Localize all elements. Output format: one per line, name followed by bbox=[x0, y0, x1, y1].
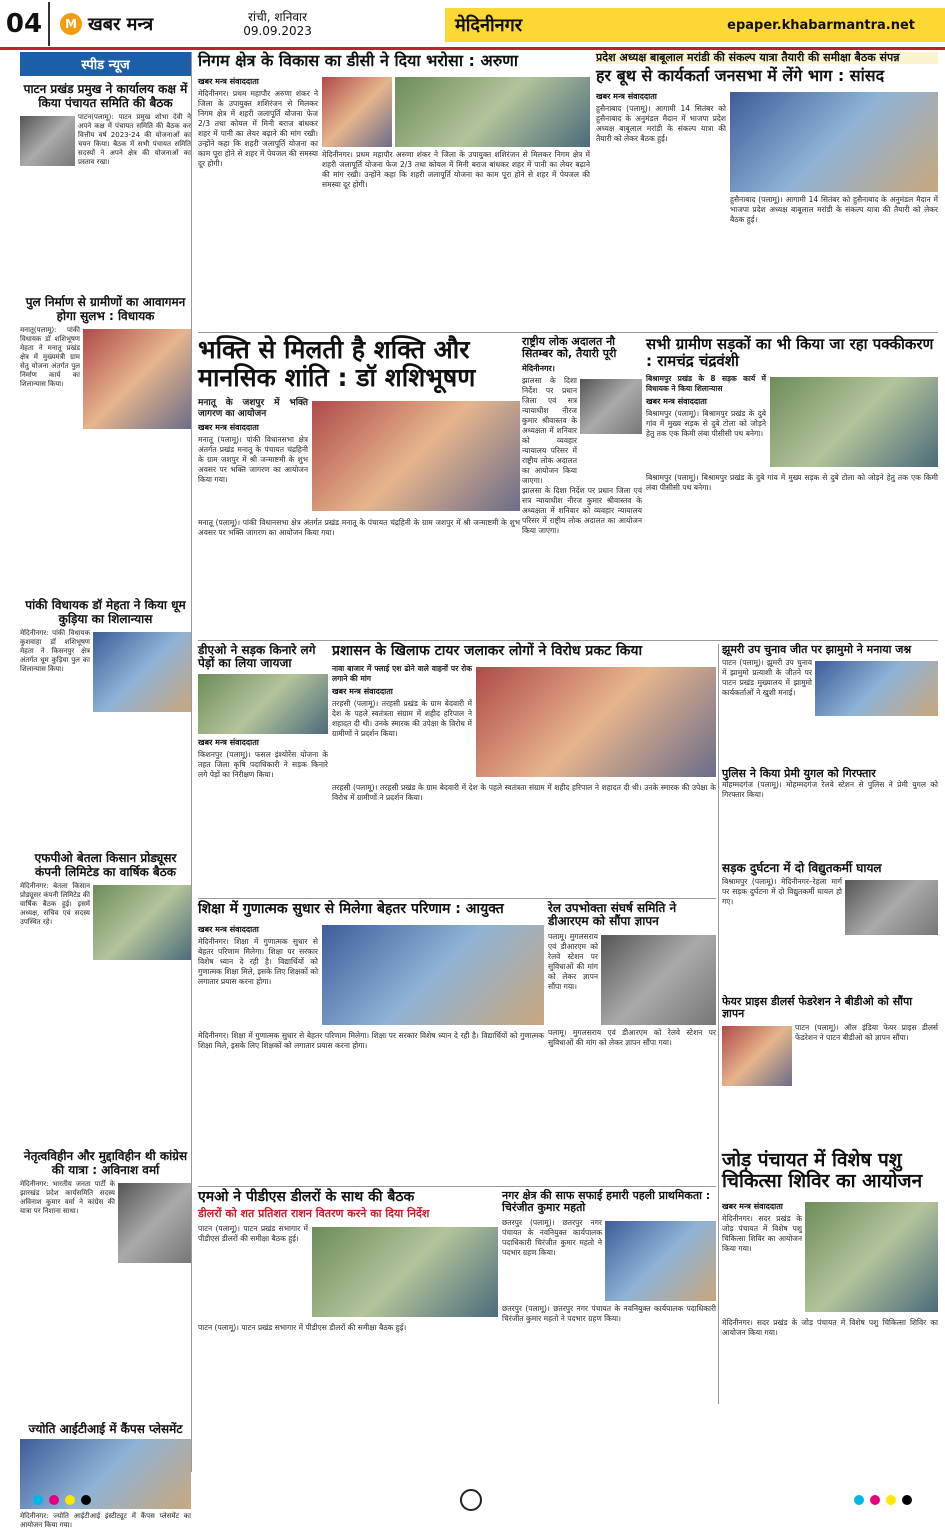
article-byline: खबर मन्त्र संवाददाता bbox=[198, 76, 259, 86]
article-body-cont: हुसैनाबाद (पलामू)। आगामी 14 सितंबर को हुसैनाबाद के अनुमंडल मैदान में भाजपा प्रदेश अध्यक्ष बाबूलाल मरांडी के संकल्प यात्रा की तैयारी को लेकर बैठक हुई। bbox=[730, 195, 938, 225]
article-headline: जोड़ पंचायत में विशेष पशु चिकित्सा शिविर का आयोजन bbox=[722, 1149, 923, 1193]
article-photo bbox=[395, 77, 590, 147]
article-headline: भक्ति से मिलती है शक्ति और मानसिक शांति : डॉ शशिभूषण bbox=[198, 335, 476, 392]
article-photo bbox=[805, 1202, 938, 1312]
brief-photo bbox=[93, 885, 191, 960]
article-body-cont: मेदिनीनगर। प्रथम महापौर अरुणा शंकर ने जिला के उपायुक्त शशिरंजन से मिलकर निगम क्षेत्र में शहरी जलापूर्ति योजना फेज 2/3 तथा कोयल में मिनी बराज बांधकर शहर में पानी का लेयर बढ़ाने की मांग रखी। उन्होंने कहा कि शहरी जलापूर्ति योजना का काम पूरा होने से शहर में पेयजल की समस्या दूर होगी। bbox=[322, 149, 590, 189]
brief-title: एफपीओ बेतला किसान प्रोड्यूसर कंपनी लिमिटेड का वार्षिक बैठक bbox=[34, 851, 177, 879]
brand-logo[interactable] bbox=[50, 12, 163, 36]
article-photo bbox=[722, 1026, 792, 1086]
brief-photo bbox=[93, 632, 191, 712]
article-headline: शिक्षा में गुणात्मक सुधार से मिलेगा बेहतर परिणाम : आयुक्त bbox=[198, 901, 504, 917]
article-subhead: मनातू के जशपुर में भक्ति जागरण का आयोजन bbox=[198, 398, 308, 419]
registration-dot bbox=[49, 1495, 59, 1505]
dateline bbox=[243, 10, 312, 38]
article-education bbox=[198, 902, 544, 1182]
article-photo bbox=[198, 674, 328, 734]
article-body: बिश्रामपुर (पलामू)। बिश्रामपुर प्रखंड के दुबे गांव में मुख्य सड़क से दुबे टोला को जोड़ने हेतु तक एक किमी लंबा पीसीसी पथ बनेगा। bbox=[646, 408, 766, 438]
registration-dot bbox=[81, 1495, 91, 1505]
article-body: झालसा के दिशा निर्देश पर प्रधान जिला एवं सत्र न्यायाधीश नीरज कुमार श्रीवास्तव के अध्यक्षता में शनिवार को व्यवहार न्यायालय परिसर में राष्ट्रीय लोक अदालत का आयोजन किया जाएगा। bbox=[522, 375, 577, 485]
article-babulal bbox=[596, 52, 938, 330]
article-byline: खबर मन्त्र संवाददाता bbox=[332, 686, 393, 696]
article-body-cont: झालसा के दिशा निर्देश पर प्रधान जिला एवं सत्र न्यायाधीश नीरज कुमार श्रीवास्तव के अध्यक्षता में शनिवार को व्यवहार न्यायालय परिसर में राष्ट्रीय लोक अदालत का आयोजन किया जाएगा। bbox=[522, 485, 642, 535]
article-body: मेदिनीनगर। प्रथम महापौर अरुणा शंकर ने जिला के उपायुक्त शशिरंजन से मिलकर निगम क्षेत्र में शहरी जलापूर्ति योजना फेज 2/3 तथा कोयल में मिनी बराज बांधकर शहर में पानी का लेयर बढ़ाने की मांग रखी। उन्होंने कहा कि शहरी जलापूर्ति योजना का काम पूरा होने से शहर में पेयजल की समस्या दूर होगी। bbox=[198, 88, 318, 168]
article-headline: पुलिस ने किया प्रेमी युगल को गिरफ्तार bbox=[722, 767, 876, 780]
article-byline: खबर मन्त्र संवाददाता bbox=[198, 924, 259, 934]
article-photo bbox=[312, 1227, 498, 1317]
speed-news-column bbox=[20, 52, 192, 1529]
portrait-photo bbox=[118, 1183, 191, 1263]
city-name: मेदिनीनगर bbox=[455, 15, 523, 36]
article-subhead: डीलरों को शत प्रतिशत राशन वितरण करने का दिया निर्देश bbox=[198, 1206, 430, 1220]
article-photo bbox=[322, 925, 544, 1025]
article-couple bbox=[722, 768, 938, 858]
article-lok-adalat bbox=[522, 336, 642, 636]
article-headline: रेल उपभोक्ता संघर्ष समिति ने डीआरएम को सौंपा ज्ञापन bbox=[548, 901, 677, 929]
article-headline: निगम क्षेत्र के विकास का डीसी ने दिया भरोसा : अरुणा bbox=[198, 51, 519, 70]
article-body: पाटन (पलामू)। ऑल इंडिया फेयर प्राइस डीलर्स फेडरेशन ने पाटन बीडीओ को ज्ञापन सौंपा। bbox=[795, 1022, 938, 1042]
article-byline: खबर मन्त्र संवाददाता bbox=[722, 1201, 783, 1211]
registration-dot bbox=[854, 1495, 864, 1505]
registration-dot bbox=[33, 1495, 43, 1505]
article-fps bbox=[722, 996, 938, 1146]
registration-dot bbox=[886, 1495, 896, 1505]
article-body: हुसैनाबाद (पलामू)। आगामी 14 सितंबर को हुसैनाबाद के अनुमंडल मैदान में भाजपा प्रदेश अध्यक्ष बाबूलाल मरांडी के संकल्प यात्रा की तैयारी को लेकर बैठक हुई। bbox=[596, 104, 726, 144]
brief-body: मनातू(पलामू): पांकी विधायक डॉ शशिभूषण मेहता ने मनातू प्रखंड क्षेत्र में मुख्यमंत्री ग्राम सेतु योजना अंतर्गत पुल निर्माण कार्य का शिलान्यास किया। bbox=[20, 326, 80, 388]
article-body-cont: मेदिनीनगर। शिक्षा में गुणात्मक सुधार से बेहतर परिणाम मिलेगा। शिक्षा पर सरकार विशेष ध्यान दे रही है। विद्यार्थियों को गुणात्मक शिक्षा मिले, इसके लिए शिक्षकों को लगातार प्रयास करना होगा। bbox=[198, 1030, 544, 1050]
brief-title: ज्योति आईटीआई में कैंपस प्लेसमेंट bbox=[28, 1422, 183, 1436]
article-byline: खबर मन्त्र संवाददाता bbox=[198, 423, 259, 432]
brief-title: नेतृत्वविहीन और मुद्दाविहीन थी कांग्रेस की यात्रा : अविनाश वर्मा bbox=[23, 1149, 188, 1177]
brief-body: मेदिनीनगर: पांकी विधायक कुशवाहा डॉ शशिभूषण मेहता ने किसनपुर क्षेत्र अंतर्गत धूम कुड़िया पुल का शिलान्यास किया। bbox=[20, 629, 90, 673]
article-pds bbox=[198, 1190, 498, 1475]
article-headline: नगर क्षेत्र की साफ सफाई हमारी पहली प्राथमिकता : चिरंजीत कुमार महतो bbox=[502, 1189, 711, 1215]
article-body: पाटन (पलामू)। पाटन प्रखंड सभागार में पीडीएस डीलरों की समीक्षा बैठक हुई। bbox=[198, 1223, 308, 1243]
brief-title: पाटन प्रखंड प्रमुख ने कार्यालय कक्ष में किया पंचायत समिति की बैठक bbox=[23, 82, 188, 110]
article-byline: खबर मन्त्र संवाददाता bbox=[198, 737, 259, 747]
date: 09.09.2023 bbox=[243, 23, 312, 38]
page-number: 04 bbox=[0, 2, 50, 46]
brief-photo bbox=[83, 329, 191, 429]
article-subhead: बिश्रामपुर प्रखंड के 8 सड़क कार्य में विधायक ने किया शिलान्यास bbox=[646, 373, 766, 393]
article-photo bbox=[815, 661, 938, 716]
article-roads bbox=[646, 336, 938, 636]
brand-icon: M bbox=[60, 13, 82, 35]
article-byline: खबर मन्त्र संवाददाता bbox=[596, 92, 657, 102]
article-body: किशनपुर (पलामू)। फसल इंश्योरेंस योजना के तहत जिला कृषि पदाधिकारी ने सड़क किनारे लगे पेड़ों का निरीक्षण किया। bbox=[198, 749, 328, 779]
brief-body: मेदिनीनगर: ज्योति आईटीआई इंस्टीट्यूट में कैंपस प्लेसमेंट का आयोजन किया गया। bbox=[20, 1512, 191, 1529]
article-body-cont: पलामू। मुगलसराय एवं डीआरएम को रेलवे स्टेशन पर सुविधाओं की मांग को लेकर ज्ञापन सौंपा गया। bbox=[548, 1027, 716, 1047]
registration-dot bbox=[902, 1495, 912, 1505]
article-kicker: प्रदेश अध्यक्ष बाबूलाल मरांडी की संकल्प यात्रा तैयारी की समीक्षा बैठक संपन्न bbox=[596, 52, 938, 64]
article-photo bbox=[476, 667, 716, 777]
article-byline: मेदिनीनगर। bbox=[522, 363, 555, 373]
article-protest bbox=[332, 644, 716, 894]
article-photo bbox=[322, 77, 392, 147]
article-photo bbox=[770, 377, 938, 467]
article-headline: प्रशासन के खिलाफ टायर जलाकर लोगों ने विरोध प्रकट किया bbox=[332, 643, 643, 659]
article-nigam bbox=[198, 52, 590, 330]
article-body: बिश्रामपुर (पलामू)। मेदिनीनगर–रेहला मार्ग पर सड़क दुर्घटना में दो विद्युतकर्मी घायल हो गए। bbox=[722, 877, 842, 907]
article-body: पलामू। मुगलसराय एवं डीआरएम को रेलवे स्टेशन पर सुविधाओं की मांग को लेकर ज्ञापन सौंपा गया। bbox=[548, 931, 598, 991]
article-body: मनातू (पलामू)। पांकी विधानसभा क्षेत्र अंतर्गत प्रखंड मनातू के पंचायत चंद्रहिनी के ग्राम जशपुर में श्री जन्माष्टमी के शुभ अवसर पर भक्ति जागरण का आयोजन किया गया। bbox=[198, 435, 308, 484]
portrait-photo bbox=[580, 379, 642, 434]
article-rail bbox=[548, 902, 716, 1182]
article-photo bbox=[845, 880, 938, 935]
speed-news-header: स्पीड न्यूज bbox=[20, 52, 191, 76]
portrait-photo bbox=[605, 1221, 716, 1301]
registration-dot bbox=[870, 1495, 880, 1505]
article-body: मोहम्मदगंज (पलामू)। मोहम्मदगंज रेलवे स्टेशन से पुलिस ने प्रेमी युगल को गिरफ्तार किया। bbox=[722, 780, 938, 800]
brief-title: पांकी विधायक डॉ मेहता ने किया धूम कुड़िया का शिलान्यास bbox=[25, 598, 186, 626]
article-body: छतरपुर (पलामू)। छतरपुर नगर पंचायत के नवनियुक्त कार्यपालक पदाधिकारी चिरंजीत कुमार महतो ने पदभार ग्रहण किया। bbox=[502, 1217, 602, 1257]
place: रांची, शनिवार bbox=[248, 9, 308, 24]
article-headline: झूमरी उप चुनाव जीत पर झामुमो ने मनाया जश्न bbox=[722, 643, 912, 656]
print-marks bbox=[0, 1482, 945, 1517]
article-body: तरहसी (पलामू)। तरहसी प्रखंड के ग्राम बेदवारी में देश के पहले स्वतंत्रता संग्राम में शहीद हरिपाल ने शहादत दी थी। उनके स्मारक की उपेक्षा के विरोध में ग्रामीणों ने प्रदर्शन किया। bbox=[332, 698, 472, 738]
article-vet-camp bbox=[722, 1150, 938, 1475]
brief-photo bbox=[20, 116, 75, 166]
article-body-cont: पाटन (पलामू)। पाटन प्रखंड सभागार में पीडीएस डीलरों की समीक्षा बैठक हुई। bbox=[198, 1322, 407, 1332]
article-byline: खबर मन्त्र संवाददाता bbox=[646, 396, 707, 406]
city-banner bbox=[445, 8, 945, 42]
article-dao bbox=[198, 644, 328, 894]
article-body-cont: तरहसी (पलामू)। तरहसी प्रखंड के ग्राम बेदवारी में देश के पहले स्वतंत्रता संग्राम में शहीद हरिपाल ने शहादत दी थी। उनके स्मारक की उपेक्षा के विरोध में ग्रामीणों ने प्रदर्शन किया। bbox=[332, 782, 716, 802]
article-headline: एमओ ने पीडीएस डीलरों के साथ की बैठक bbox=[198, 1189, 415, 1205]
brief-body: पाटन(पलामू): पाटन प्रमुख शोभा देवी ने अपने कक्ष में पंचायत समिति की बैठक कर वित्तीय वर्ष 2023-24 की योजनाओं का चयन किया। बैठक में सभी पंचायत समिति सदस्यों ने अपने क्षेत्र की योजनाओं का प्रस्ताव रखा। bbox=[78, 113, 191, 166]
article-body-cont: मनातू (पलामू)। पांकी विधानसभा क्षेत्र अंतर्गत प्रखंड मनातू के पंचायत चंद्रहिनी के ग्राम जशपुर में श्री जन्माष्टमी के शुभ अवसर पर भक्ति जागरण का आयोजन किया गया। bbox=[198, 518, 520, 537]
brief-title: पुल निर्माण से ग्रामीणों का आवागमन होगा सुलभ : विधायक bbox=[25, 295, 186, 323]
article-photo bbox=[601, 935, 716, 1025]
article-body: मेदिनीनगर। शिक्षा में गुणात्मक सुधार से बेहतर परिणाम मिलेगा। शिक्षा पर सरकार विशेष ध्यान दे रही है। विद्यार्थियों को गुणात्मक शिक्षा मिले, इसके लिए शिक्षकों को लगातार प्रयास करना होगा। bbox=[198, 936, 319, 986]
brief-body: मेदिनीनगर: बेतला किसान प्रोड्यूसर कंपनी लिमिटेड की वार्षिक बैठक हुई। इसमें अध्यक्ष, सचिव एवं सदस्य उपस्थित रहे। bbox=[20, 882, 90, 926]
article-body: पाटन (पलामू)। झूमरी उप चुनाव में झामुमो प्रत्याशी के जीतने पर पाटन प्रखंड मुख्यालय में झामुमो कार्यकर्ताओं ने खुशी मनाई। bbox=[722, 658, 812, 698]
article-body-cont: मेदिनीनगर। सदर प्रखंड के जोड़ पंचायत में विशेष पशु चिकित्सा शिविर का आयोजन किया गया। bbox=[722, 1317, 938, 1337]
article-headline: फेयर प्राइस डीलर्स फेडरेशन ने बीडीओ को सौंपा ज्ञापन bbox=[722, 995, 913, 1021]
article-photo bbox=[730, 92, 938, 192]
article-photo bbox=[312, 401, 520, 511]
article-accident bbox=[722, 862, 938, 992]
article-headline: सड़क दुर्घटना में दो विद्युतकर्मी घायल bbox=[722, 861, 882, 875]
article-body-cont: बिश्रामपुर (पलामू)। बिश्रामपुर प्रखंड के दुबे गांव में मुख्य सड़क से दुबे टोला को जोड़ने हेतु तक एक किमी लंबा पीसीसी पथ बनेगा। bbox=[646, 472, 938, 492]
website-link[interactable]: epaper.khabarmantra.net bbox=[727, 17, 915, 33]
article-body-cont: छतरपुर (पलामू)। छतरपुर नगर पंचायत के नवनियुक्त कार्यपालक पदाधिकारी चिरंजीत कुमार महतो ने पदभार ग्रहण किया। bbox=[502, 1303, 716, 1323]
registration-dot bbox=[65, 1495, 75, 1505]
article-bhakti bbox=[198, 336, 520, 636]
article-subhead: नावा बाजार में फ्लाई एश ढोने वाले वाहनों पर रोक लगाने की मांग bbox=[332, 663, 472, 683]
registration-mark-icon bbox=[460, 1489, 482, 1511]
article-sanitation bbox=[502, 1190, 716, 1475]
article-headline: सभी ग्रामीण सड़कों का भी किया जा रहा पक्कीकरण : रामचंद्र चंद्रवंशी bbox=[646, 335, 934, 370]
article-jmm bbox=[722, 644, 938, 764]
article-headline: हर बूथ से कार्यकर्ता जनसभा में लेंगे भाग : सांसद bbox=[596, 66, 885, 86]
article-headline: डीएओ ने सड़क किनारे लगे पेड़ों का लिया जायजा bbox=[198, 643, 316, 671]
brief-body: मेदिनीनगर: भारतीय जनता पार्टी के झारखंड प्रदेश कार्यसमिति सदस्य अविनाश कुमार वर्मा ने कांग्रेस की यात्रा पर निशाना साधा। bbox=[20, 1180, 115, 1215]
article-body: मेदिनीनगर। सदर प्रखंड के जोड़ पंचायत में विशेष पशु चिकित्सा शिविर का आयोजन किया गया। bbox=[722, 1213, 802, 1253]
brand-name: खबर मन्त्र bbox=[88, 13, 154, 35]
article-headline: राष्ट्रीय लोक अदालत नौ सितम्बर को, तैयारी पूरी bbox=[522, 335, 617, 361]
